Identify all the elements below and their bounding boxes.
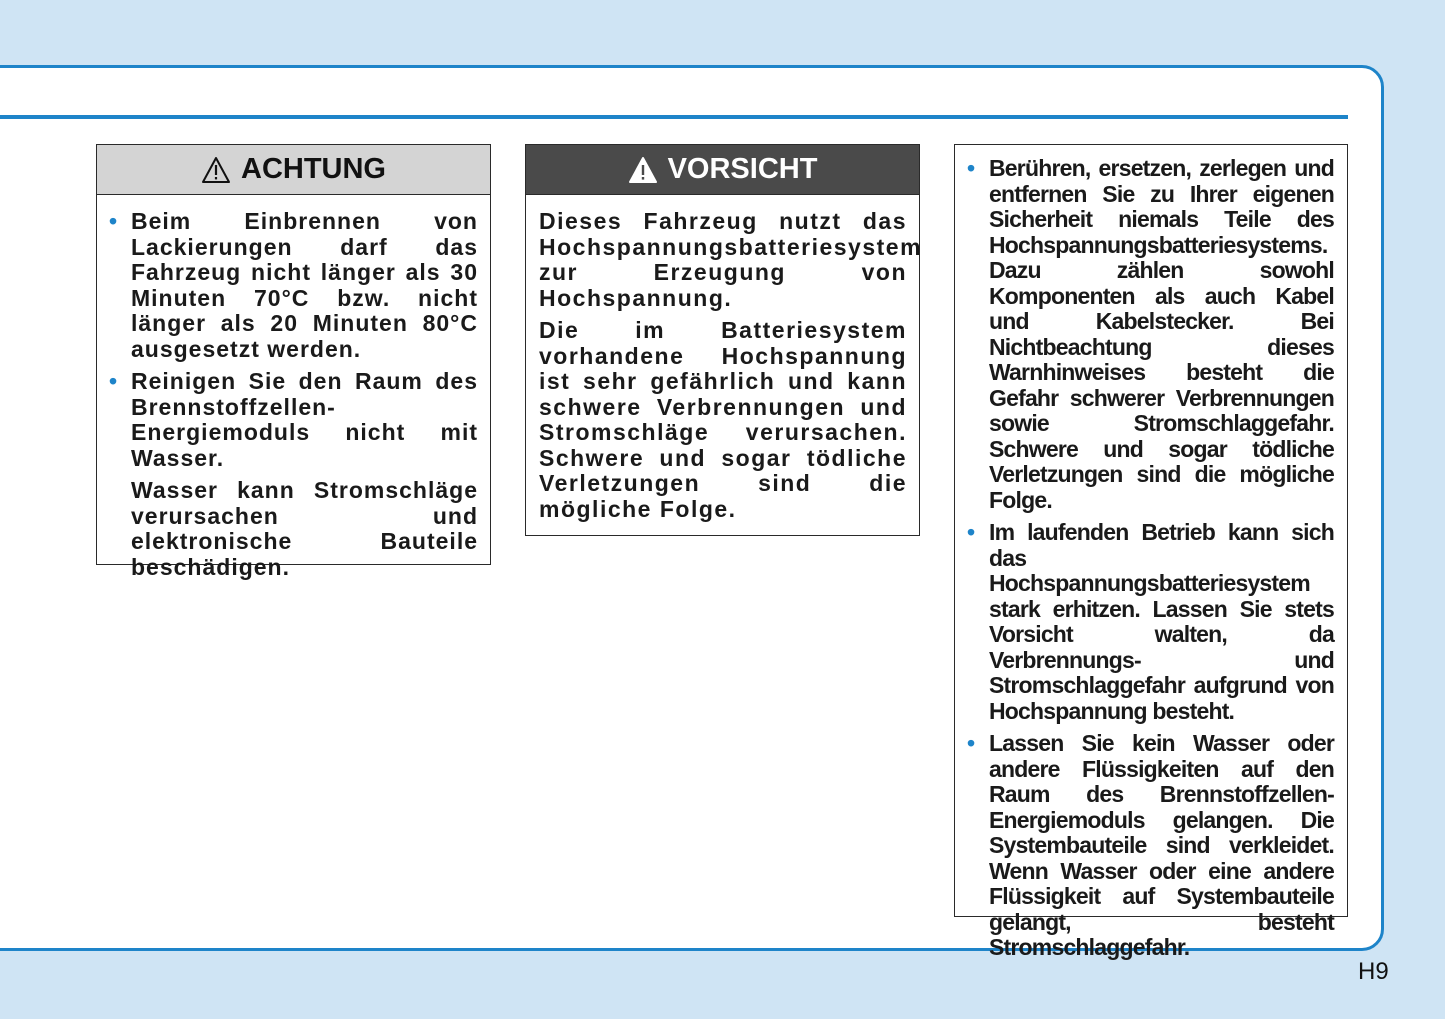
bullet-dot-icon: • — [967, 155, 975, 181]
warning-triangle-filled-icon — [628, 156, 658, 184]
page-number: H9 — [1358, 958, 1389, 985]
achtung-header — [97, 145, 490, 195]
achtung-followup: Wasser kann Stromschläge verursachen und elektronische Bauteile beschädigen. — [131, 477, 478, 580]
bullet-dot-icon: • — [967, 730, 975, 756]
achtung-title: ACHTUNG — [241, 153, 386, 185]
list-item: • Lassen Sie kein Wasser oder andere Flüssigkeiten auf den Raum des Brennstoffzellen-Energiemoduls gelangen. Die Systembauteile sind verkleidet. Wenn Wasser oder eine andere Flüssigkeit auf Systembauteile gelangt, besteht Stromschlaggefahr. — [967, 730, 1334, 960]
continued-box — [954, 144, 1348, 960]
bullet-dot-icon: • — [109, 368, 119, 394]
list-item: • Berühren, ersetzen, zerlegen und entfernen Sie zu Ihrer eigenen Sicherheit niemals Teile des Hochspannungsbatteriesystems. Dazu zählen sowohl Komponenten als auch Kabel und Kabelstecker. Bei Nichtbeachtung dieses Warnhinweises besteht die Gefahr schwerer Verbrennungen sowie Stromschlaggefahr. Schwere und sogar tödliche Verletzungen sind die mögliche Folge. — [967, 155, 1334, 513]
vorsicht-box — [525, 144, 923, 536]
vorsicht-title: VORSICHT — [667, 153, 818, 185]
vorsicht-paragraph: Dieses Fahrzeug nutzt das Hochspannungsbatteriesystem zur Erzeugung von Hochspannung. — [539, 208, 923, 311]
vorsicht-paragraph: Die im Batteriesystem vorhandene Hochspannung ist sehr gefährlich und kann schwere Verbrennungen und Stromschläge verursachen. Schwere und sogar tödliche Verletzungen sind die mögliche Folge. — [539, 317, 907, 522]
list-item: • Beim Einbrennen von Lackierungen darf das Fahrzeug nicht länger als 30 Minuten 70°C bzw. nicht länger als 20 Minuten 80°C ausgesetzt werden. — [109, 208, 478, 362]
bullet-dot-icon: • — [967, 519, 975, 545]
achtung-box — [96, 144, 491, 580]
bullet-dot-icon: • — [109, 208, 119, 234]
header-rule — [0, 115, 1348, 119]
caution-triangle-outline-icon — [201, 156, 231, 184]
list-item: • Reinigen Sie den Raum des Brennstoffzellen-Energiemoduls nicht mit Wasser. — [109, 368, 478, 471]
vorsicht-header — [526, 145, 919, 195]
list-item: • Im laufenden Betrieb kann sich das Hochspannungsbatteriesystem stark erhitzen. Lassen Sie stets Vorsicht walten, da Verbrennungs- und Stromschlaggefahr aufgrund von Hochspannung besteht. — [967, 519, 1334, 724]
